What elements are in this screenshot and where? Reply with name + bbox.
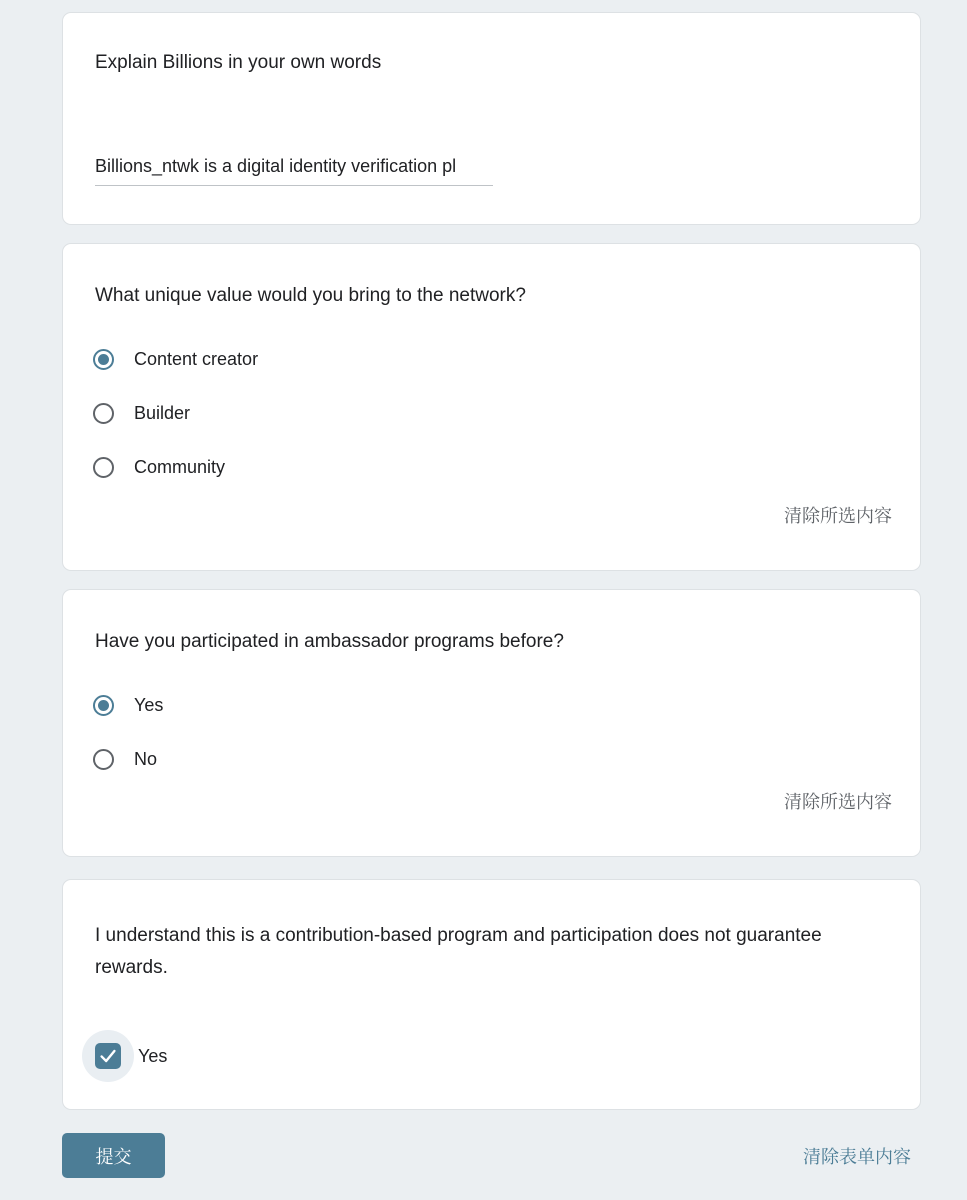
question-card-short-answer (62, 12, 921, 225)
question-title: Explain Billions in your own words (95, 52, 382, 73)
checkbox-option-label: Yes (138, 1045, 168, 1066)
radio-option[interactable] (95, 732, 888, 786)
radio-button-icon[interactable] (93, 403, 114, 424)
question-title: What unique value would you bring to the network? (95, 285, 526, 306)
radio-option[interactable] (95, 332, 888, 386)
clear-form-button[interactable]: 清除表单内容 (803, 1146, 911, 1167)
radio-option-label: Builder (134, 402, 191, 423)
radio-button-icon[interactable] (93, 695, 114, 716)
checkbox-checked-icon[interactable] (95, 1043, 121, 1069)
question-title: Have you participated in ambassador programs before? (95, 631, 564, 652)
question-card-radio-unique-value (62, 243, 921, 571)
radio-option-group (95, 332, 888, 494)
question-title: I understand this is a contribution-based program and participation does not guarantee rewards. (95, 925, 822, 978)
radio-button-icon[interactable] (93, 457, 114, 478)
checkbox-option[interactable] (82, 1030, 888, 1082)
radio-option-label: Yes (134, 694, 164, 715)
form-footer (62, 1133, 921, 1178)
radio-button-icon[interactable] (93, 349, 114, 370)
question-card-radio-ambassador (62, 589, 921, 857)
radio-option-group (95, 678, 888, 786)
checkbox-hover-halo (82, 1030, 134, 1082)
short-answer-input[interactable] (95, 156, 493, 186)
radio-option[interactable] (95, 678, 888, 732)
radio-option[interactable] (95, 440, 888, 494)
clear-selection-button[interactable]: 清除所选内容 (784, 792, 892, 812)
radio-option[interactable] (95, 386, 888, 440)
clear-selection-button[interactable]: 清除所选内容 (784, 506, 892, 526)
radio-option-label: Content creator (134, 348, 259, 369)
radio-option-label: Community (134, 456, 226, 477)
question-card-checkbox-consent (62, 879, 921, 1110)
radio-option-label: No (134, 748, 158, 769)
submit-button[interactable]: 提交 (62, 1133, 165, 1178)
radio-button-icon[interactable] (93, 749, 114, 770)
